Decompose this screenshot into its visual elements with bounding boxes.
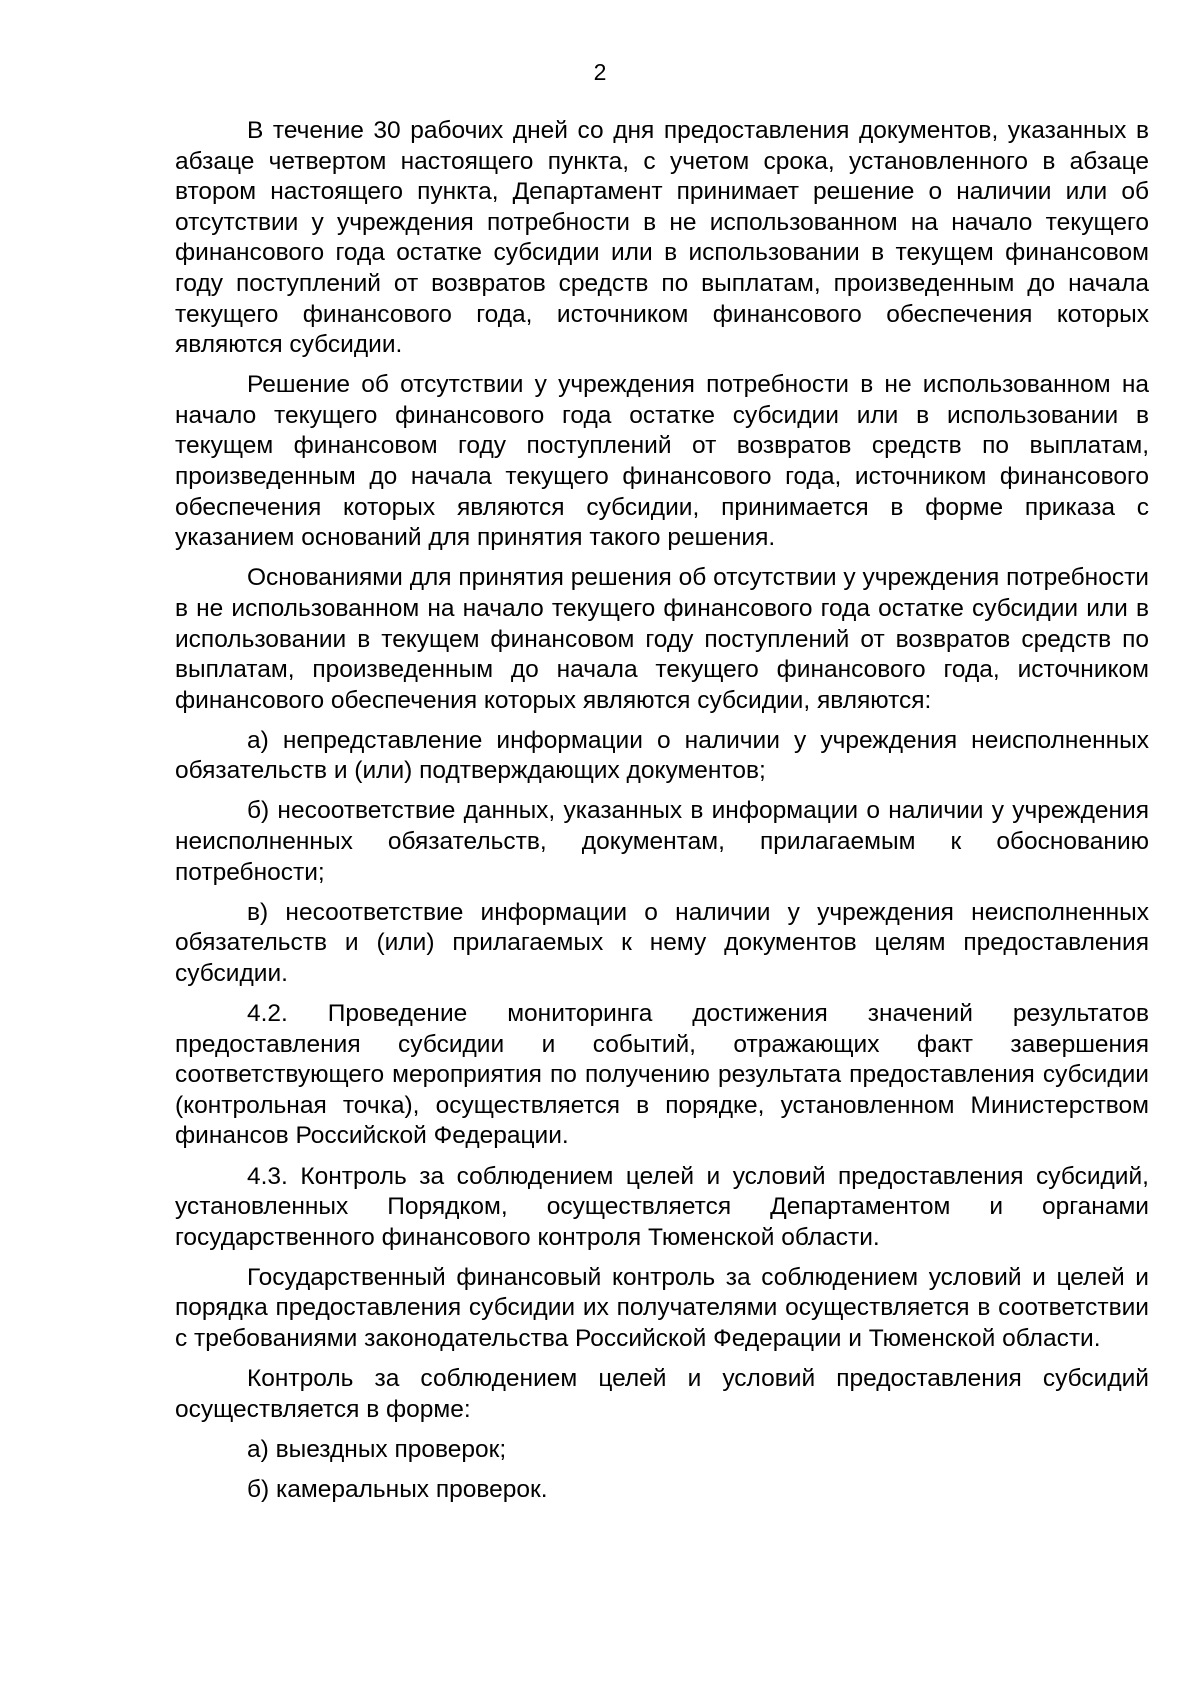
page-number: 2 bbox=[593, 59, 607, 85]
list-item-ground-a: а) непредставление информации о наличии у учреждения неисполненных обязательств и (или) подтверждающих документов; bbox=[175, 726, 1149, 785]
paragraph-4-3-control: 4.3. Контроль за соблюдением целей и условий предоставления субсидий, установленных Порядком, осуществляется Департаментом и органами государственного финансового контроля Тюменской области. bbox=[175, 1162, 1149, 1251]
paragraph-decision-form: Решение об отсутствии у учреждения потребности в не использованном на начало текущего финансового года остатке субсидии или в использовании в текущем финансовом году поступлений от возвратов средств по выплатам, произведенным до начала текущего финансового года, источником финансового обеспечения которых являются субсидии, принимается в форме приказа с указанием оснований для принятия такого решения. bbox=[175, 371, 1149, 552]
list-item-ground-c: в) несоответствие информации о наличии у учреждения неисполненных обязательств и (или) прилагаемых к нему документов целям предоставления субсидии. bbox=[175, 898, 1149, 987]
paragraph-grounds-intro: Основаниями для принятия решения об отсутствии у учреждения потребности в не использованном на начало текущего финансового года остатке субсидии или в использовании в текущем финансовом году поступлений от возвратов средств по выплатам, произведенным до начала текущего финансового года, источником финансового обеспечения которых являются субсидии, являются: bbox=[175, 564, 1149, 714]
list-item-ground-b: б) несоответствие данных, указанных в информации о наличии у учреждения неисполненных обязательств, документам, прилагаемым к обоснованию потребности; bbox=[175, 797, 1149, 886]
document-body bbox=[175, 116, 1149, 1515]
paragraph-control-forms-intro: Контроль за соблюдением целей и условий предоставления субсидий осуществляется в форме: bbox=[175, 1365, 1149, 1423]
list-item-onsite-inspections: а) выездных проверок; bbox=[247, 1435, 507, 1463]
paragraph-state-financial-control: Государственный финансовый контроль за соблюдением условий и целей и порядка предоставления субсидии их получателями осуществляется в соответствии с требованиями законодательства Российской Федерации и Тюменской области. bbox=[175, 1263, 1149, 1352]
list-item-desk-inspections: б) камеральных проверок. bbox=[247, 1475, 548, 1503]
paragraph-4-2-monitoring: 4.2. Проведение мониторинга достижения значений результатов предоставления субсидии и событий, отражающих факт завершения соответствующего мероприятия по получению результата предоставления субсидии (контрольная точка), осуществляется в порядке, установленном Министерством финансов Российской Федерации. bbox=[175, 1000, 1149, 1150]
paragraph-review-period: В течение 30 рабочих дней со дня предоставления документов, указанных в абзаце четвертом настоящего пункта, с учетом срока, установленного в абзаце втором настоящего пункта, Департамент принимает решение о наличии или об отсутствии у учреждения потребности в не использованном на начало текущего финансового года остатке субсидии или в использовании в текущем финансовом году поступлений от возвратов средств по выплатам, произведенным до начала текущего финансового года, источником финансового обеспечения которых являются субсидии. bbox=[175, 117, 1149, 359]
